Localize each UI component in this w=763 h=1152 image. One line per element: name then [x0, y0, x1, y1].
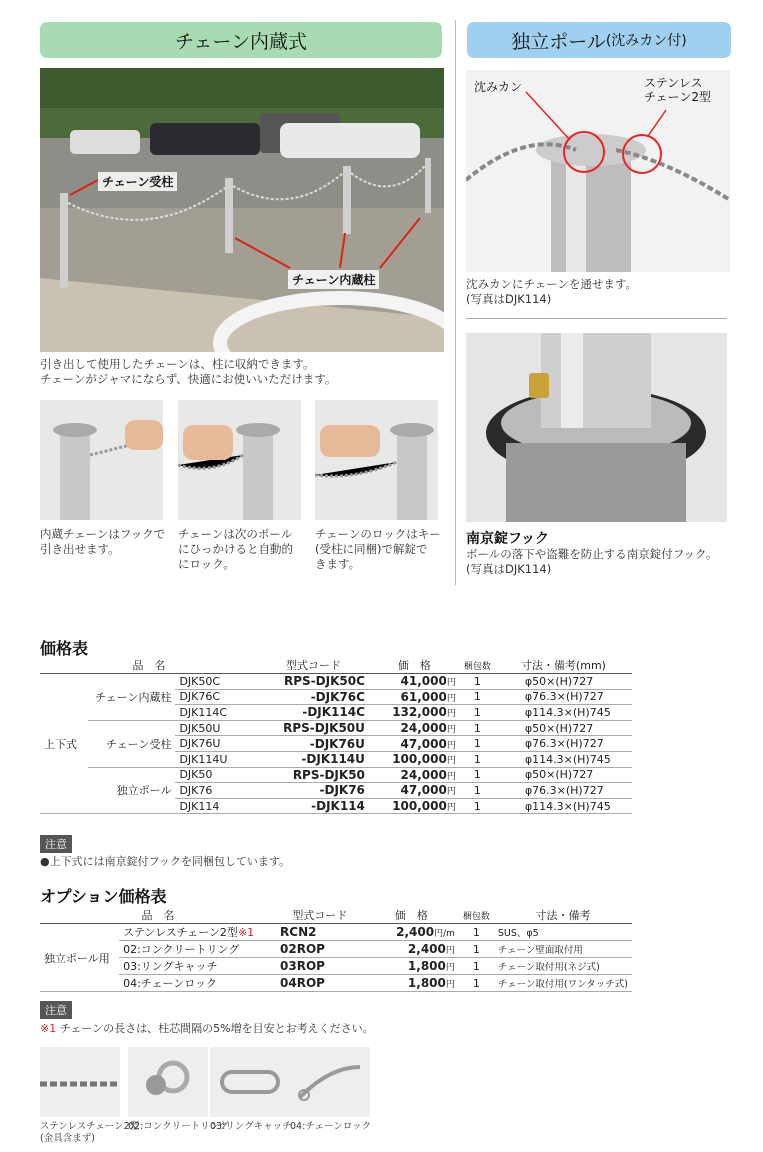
option-row	[40, 958, 632, 975]
price-row	[40, 720, 632, 736]
dim-cell: φ114.3×(H)745	[495, 751, 632, 767]
thumb-concrete-ring	[128, 1047, 208, 1117]
category-cell: 独立ポール	[88, 767, 176, 814]
col-header-price: 価 格	[369, 657, 460, 674]
opt-qty-cell: 1	[459, 958, 494, 975]
col-header-dim: 寸法・備考(mm)	[495, 657, 632, 674]
model-cell: DJK76U	[175, 736, 258, 752]
dim-cell: φ76.3×(H)727	[495, 783, 632, 799]
dim-cell: φ114.3×(H)745	[495, 705, 632, 721]
dim-cell: φ76.3×(H)727	[495, 736, 632, 752]
label-chain-receiver: チェーン受柱	[98, 172, 177, 191]
note-2: ※1 チェーンの長さは、柱芯間隔の5%増を目安とお考えください。	[40, 1022, 374, 1035]
section-header-standalone	[467, 22, 731, 58]
opt-name-cell: 02:コンクリートリング	[119, 941, 276, 958]
thumb-cap-ringcatch: 03:リングキャッチ	[210, 1121, 292, 1132]
note-1: ●上下式には南京錠付フックを同梱包しています。	[40, 855, 290, 868]
thumb-chain-lock	[290, 1047, 370, 1117]
opt-name-cell: 04:チェーンロック	[119, 975, 276, 992]
opt-header-qty: 梱包数	[459, 907, 494, 924]
code-cell: RPS-DJK50	[258, 767, 369, 783]
opt-name-cell: ステンレスチェーン2型※1	[119, 924, 276, 941]
price-cell: 47,000円	[369, 736, 460, 752]
price-row	[40, 767, 632, 783]
model-cell: DJK50U	[175, 720, 258, 736]
opt-price-cell: 2,400円	[364, 941, 459, 958]
opt-price-cell: 1,800円	[364, 975, 459, 992]
column-divider	[455, 20, 456, 585]
opt-dim-cell: チェーン取付用(ワンタッチ式)	[494, 975, 632, 992]
opt-dim-cell: チェーン壁面取付用	[494, 941, 632, 958]
code-cell: -DJK114	[258, 798, 369, 814]
caption-padlock: ボールの落下や盗難を防止する南京錠付フック。 (写真はDJK114)	[466, 547, 718, 576]
label-sink-ring: 沈みカン	[474, 80, 523, 94]
label-stainless-chain: ステンレス チェーン2型	[644, 76, 712, 104]
code-cell: -DJK76C	[258, 689, 369, 705]
qty-cell: 1	[460, 767, 495, 783]
code-cell: RPS-DJK50U	[258, 720, 369, 736]
opt-header-price: 価 格	[364, 907, 459, 924]
qty-cell: 1	[460, 736, 495, 752]
opt-code-cell: 04ROP	[276, 975, 364, 992]
category-cell: チェーン受柱	[88, 720, 176, 767]
opt-code-cell: 03ROP	[276, 958, 364, 975]
opt-header-code: 型式コード	[276, 907, 364, 924]
option-table	[40, 907, 632, 992]
header-right-text: 独立ポール	[511, 30, 606, 53]
model-cell: DJK76	[175, 783, 258, 799]
photo-auto-lock	[178, 400, 301, 520]
photo-key-unlock	[315, 400, 438, 520]
caption-hook: 内蔵チェーンはフックで 引き出せます。	[40, 527, 166, 556]
model-cell: DJK114C	[175, 705, 258, 721]
opt-price-cell: 2,400円/m	[364, 924, 459, 941]
option-table-title: オプション価格表	[40, 887, 167, 906]
opt-header-dim: 寸法・備考	[494, 907, 632, 924]
price-table	[40, 657, 632, 814]
model-cell: DJK114	[175, 798, 258, 814]
qty-cell: 1	[460, 705, 495, 721]
photo-hook-pull	[40, 400, 163, 520]
dim-cell: φ114.3×(H)745	[495, 798, 632, 814]
opt-qty-cell: 1	[459, 941, 494, 958]
header-right-subtext: (沈みカン付)	[605, 33, 687, 49]
price-cell: 100,000円	[369, 751, 460, 767]
thumb-chain	[40, 1047, 120, 1117]
opt-header-name: 品 名	[40, 907, 276, 924]
code-cell: RPS-DJK50C	[258, 674, 369, 690]
caption-key: チェーンのロックはキー (受柱に同梱)で解錠で きます。	[315, 527, 441, 571]
qty-cell: 1	[460, 720, 495, 736]
parking-photo	[40, 68, 444, 352]
main-caption: 引き出して使用したチェーンは、柱に収納できます。 チェーンがジャマにならず、快適にお使いいただけます。	[40, 357, 337, 386]
option-row	[40, 941, 632, 958]
model-cell: DJK76C	[175, 689, 258, 705]
col-header-code: 型式コード	[258, 657, 369, 674]
thumb-cap-chain: ステンレスチェーン2型 (金具含まず)	[40, 1121, 140, 1144]
opt-group-cell: 独立ポール用	[40, 924, 119, 992]
thumb-ring-catch	[210, 1047, 290, 1117]
note-badge-2: 注意	[40, 1001, 72, 1019]
model-cell: DJK114U	[175, 751, 258, 767]
qty-cell: 1	[460, 674, 495, 690]
model-cell: DJK50C	[175, 674, 258, 690]
dim-cell: φ76.3×(H)727	[495, 689, 632, 705]
section-header-builtin	[40, 22, 442, 58]
right-divider	[466, 318, 727, 319]
code-cell: -DJK114U	[258, 751, 369, 767]
opt-code-cell: RCN2	[276, 924, 364, 941]
code-cell: -DJK76U	[258, 736, 369, 752]
code-cell: -DJK114C	[258, 705, 369, 721]
code-cell: -DJK76	[258, 783, 369, 799]
photo-padlock-hook	[466, 333, 727, 522]
qty-cell: 1	[460, 798, 495, 814]
opt-price-cell: 1,800円	[364, 958, 459, 975]
caption-auto-lock: チェーンは次のポール にひっかけると自動的 にロック。	[178, 527, 293, 571]
price-cell: 24,000円	[369, 720, 460, 736]
dim-cell: φ50×(H)727	[495, 720, 632, 736]
option-row	[40, 975, 632, 992]
note-badge-1: 注意	[40, 835, 72, 853]
col-header-qty: 梱包数	[460, 657, 495, 674]
opt-qty-cell: 1	[459, 924, 494, 941]
category-cell: チェーン内蔵柱	[88, 674, 176, 721]
qty-cell: 1	[460, 751, 495, 767]
price-cell: 24,000円	[369, 767, 460, 783]
opt-dim-cell: チェーン取付用(ネジ式)	[494, 958, 632, 975]
dim-cell: φ50×(H)727	[495, 674, 632, 690]
price-table-title: 価格表	[40, 639, 89, 658]
col-header-name: 品 名	[40, 657, 258, 674]
opt-qty-cell: 1	[459, 975, 494, 992]
price-row	[40, 674, 632, 690]
qty-cell: 1	[460, 689, 495, 705]
price-cell: 41,000円	[369, 674, 460, 690]
qty-cell: 1	[460, 783, 495, 799]
model-cell: DJK50	[175, 767, 258, 783]
lock-title: 南京錠フック	[466, 531, 550, 547]
opt-name-cell: 03:リングキャッチ	[119, 958, 276, 975]
photo-sink-ring	[466, 70, 730, 272]
option-row	[40, 924, 632, 941]
caption-sink-ring: 沈みカンにチェーンを通せます。 (写真はDJK114)	[466, 277, 638, 306]
opt-dim-cell: SUS、φ5	[494, 924, 632, 941]
thumb-cap-concrete: 02:コンクリートリング	[128, 1121, 229, 1132]
price-cell: 61,000円	[369, 689, 460, 705]
dim-cell: φ50×(H)727	[495, 767, 632, 783]
price-cell: 132,000円	[369, 705, 460, 721]
price-cell: 47,000円	[369, 783, 460, 799]
thumb-cap-chainlock: 04:チェーンロック	[290, 1121, 372, 1132]
opt-code-cell: 02ROP	[276, 941, 364, 958]
price-cell: 100,000円	[369, 798, 460, 814]
header-left-text: チェーン内蔵式	[174, 30, 308, 53]
group-cell: 上下式	[40, 674, 88, 814]
label-chain-builtin: チェーン内蔵柱	[288, 270, 379, 289]
